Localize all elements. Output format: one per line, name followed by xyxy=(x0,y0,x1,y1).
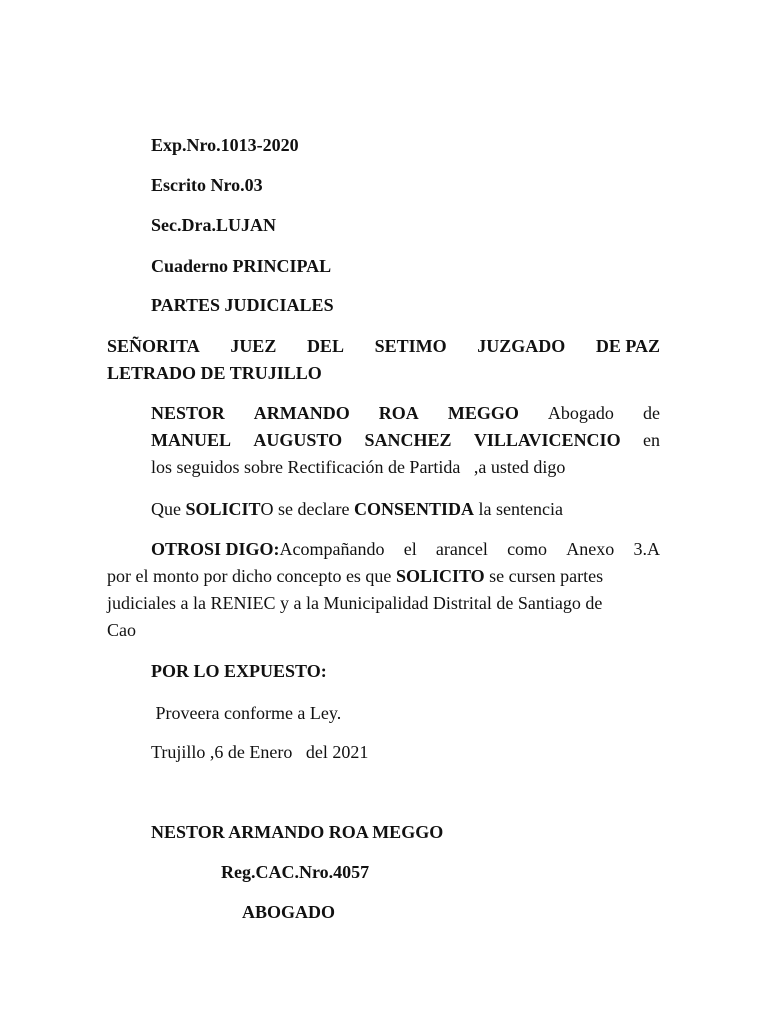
signature-name: NESTOR ARMANDO ROA MEGGO xyxy=(151,822,444,842)
addressee-line-2: LETRADO DE TRUJILLO xyxy=(107,363,322,383)
request-paragraph xyxy=(151,498,563,520)
addressee-line-1 xyxy=(107,335,660,357)
otrosi-line-2 xyxy=(107,565,603,587)
request-text: la sentencia xyxy=(474,499,563,519)
lawyer-name-word: MEGGO xyxy=(447,403,519,423)
proveera: Proveera conforme a Ley. xyxy=(151,703,342,723)
otrosi-keyword: SOLICITO xyxy=(395,566,485,586)
otrosi-line-1 xyxy=(151,538,660,560)
request-keyword: CONSENTIDA xyxy=(354,499,475,519)
cuaderno: Cuaderno PRINCIPAL xyxy=(151,256,332,276)
sumilla: PARTES JUDICIALES xyxy=(151,295,334,315)
escrito-number: Escrito Nro.03 xyxy=(151,175,263,195)
role-word: de xyxy=(642,403,660,423)
client-name-word: SANCHEZ xyxy=(364,430,452,450)
intro-line-1 xyxy=(151,402,660,424)
client-name-word: MANUEL xyxy=(151,430,231,450)
lawyer-name-word: ARMANDO xyxy=(253,403,350,423)
otrosi-word: arancel xyxy=(435,539,488,559)
addressee-word: JUZGADO xyxy=(477,336,566,356)
date-line: Trujillo ,6 de Enero del 2021 xyxy=(151,742,369,762)
otrosi-word: Anexo xyxy=(566,539,615,559)
client-name-word: VILLAVICENCIO xyxy=(473,430,621,450)
otrosi-line-3: judiciales a la RENIEC y a la Municipalidad Distrital de Santiago de xyxy=(107,593,603,613)
expediente-number: Exp.Nro.1013-2020 xyxy=(151,135,299,155)
signature-registro: Reg.CAC.Nro.4057 xyxy=(221,862,370,882)
signature-title: ABOGADO xyxy=(242,902,336,922)
otrosi-word: el xyxy=(403,539,417,559)
otrosi-label: OTROSI DIGO: xyxy=(151,539,280,559)
intro-word: en xyxy=(642,430,660,450)
addressee-word: DEL xyxy=(306,336,344,356)
otrosi-first-word xyxy=(151,538,385,560)
otrosi-word: como xyxy=(507,539,548,559)
intro-line-3: los seguidos sobre Rectificación de Partida ,a usted digo xyxy=(151,457,566,477)
otrosi-text: se cursen partes xyxy=(484,566,604,586)
addressee-word: DE PAZ xyxy=(595,336,660,356)
request-text: O se declare xyxy=(260,499,354,519)
request-text: Que xyxy=(151,499,186,519)
addressee-word: SETIMO xyxy=(374,336,447,356)
addressee-word: SEÑORITA xyxy=(107,336,200,356)
lawyer-name-word: NESTOR xyxy=(151,403,225,423)
client-name-word: AUGUSTO xyxy=(253,430,343,450)
otrosi-word: Acompañando xyxy=(279,539,385,559)
role-word: Abogado xyxy=(547,403,614,423)
intro-line-2 xyxy=(151,429,660,451)
otrosi-text: por el monto por dicho concepto es que xyxy=(107,566,396,586)
otrosi-line-4: Cao xyxy=(107,620,136,640)
secretaria: Sec.Dra.LUJAN xyxy=(151,215,276,235)
otrosi-word: 3.A xyxy=(633,539,660,559)
por-lo-expuesto: POR LO EXPUESTO: xyxy=(151,661,327,681)
lawyer-name-word: ROA xyxy=(378,403,419,423)
addressee-word: JUEZ xyxy=(230,336,277,356)
request-keyword: SOLICIT xyxy=(185,499,261,519)
